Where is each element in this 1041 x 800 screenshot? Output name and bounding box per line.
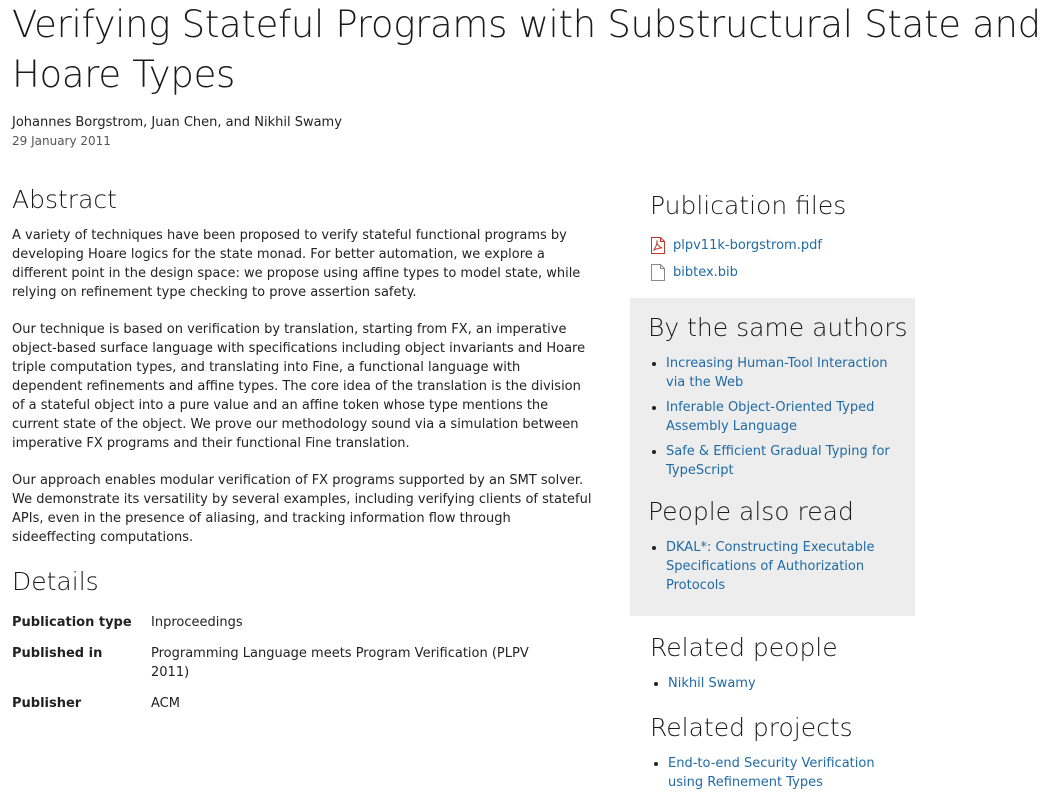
related-projects-list: [650, 754, 890, 792]
publication-date: 29 January 2011: [12, 134, 111, 148]
list-item: [668, 674, 910, 693]
details-value: ACM: [151, 696, 180, 711]
abstract-heading: Abstract: [12, 185, 117, 214]
same-authors-link-2[interactable]: Inferable Object-Oriented Typed Assembly Language: [666, 400, 875, 434]
related-project-link[interactable]: End-to-end Security Verification using Refinement Types: [668, 756, 875, 790]
details-value: Inproceedings: [151, 615, 243, 630]
document-file-icon: [650, 264, 666, 281]
abstract-paragraph-3: Our approach enables modular verification of FX programs supported by an SMT solver. We demonstrate its versatility by several examples, including verifying clients of stateful APIs, even in the presence of aliasing, and tracking information flow through sideeffecting computations.: [12, 473, 592, 545]
related-projects-heading: Related projects: [650, 713, 853, 742]
abstract-paragraph-1: A variety of techniques have been proposed to verify stateful functional programs by developing Hoare logics for the state monad. For better automation, we explore a different point in the design space: we propose using affine types to model state, while relying on refinement type checking to prove assertion safety.: [12, 228, 581, 300]
same-authors-link-3[interactable]: Safe & Efficient Gradual Typing for TypeScript: [666, 444, 890, 478]
details-row-published-in: [12, 644, 572, 682]
also-read-list: [648, 538, 908, 595]
list-item: [666, 442, 908, 480]
same-authors-heading: By the same authors: [648, 313, 908, 342]
title-line-1: Verifying Stateful Programs with Substructural State and: [12, 3, 1041, 46]
details-row-type: [12, 613, 572, 632]
details-key: Publication type: [12, 615, 132, 630]
same-authors-list: [648, 354, 908, 480]
abstract-paragraph-2: Our technique is based on verification by translation, starting from FX, an imperative object-based surface language with specifications including object invariants and Hoare triple computation types, and translating into Fine, a functional language with dependent refinements and affine types. The core idea of the translation is the division of a stateful object into a pure value and an affine token whose type mentions the current state of the object. We prove our methodology sound via a simulation between imperative FX programs and their functional Fine translation.: [12, 322, 586, 451]
details-key: Publisher: [12, 696, 82, 711]
pdf-file-link[interactable]: [650, 236, 915, 255]
authors: Johannes Borgstrom, Juan Chen, and Nikhil Swamy: [12, 115, 342, 130]
list-item: [666, 354, 908, 392]
list-item: [666, 538, 908, 595]
details-value: Programming Language meets Program Verification (PLPV 2011): [151, 646, 529, 680]
related-people-list: [650, 674, 910, 693]
related-sidebar-box: [630, 298, 915, 616]
title-line-2: Hoare Types: [12, 53, 236, 96]
related-projects-section: [650, 712, 890, 798]
list-item: [666, 398, 908, 436]
pdf-file-label: plpv11k-borgstrom.pdf: [673, 238, 822, 253]
details-heading: Details: [12, 567, 99, 596]
also-read-link-1[interactable]: DKAL*: Constructing Executable Specifications of Authorization Protocols: [666, 540, 875, 593]
also-read-heading: People also read: [648, 497, 854, 526]
related-people-heading: Related people: [650, 633, 838, 662]
details-row-publisher: [12, 694, 572, 713]
list-item: [668, 754, 890, 792]
same-authors-link-1[interactable]: Increasing Human-Tool Interaction via the Web: [666, 356, 888, 390]
page-title: [12, 0, 1041, 100]
details-table: [12, 613, 572, 725]
bib-file-link[interactable]: [650, 263, 915, 282]
publication-files: [650, 190, 915, 290]
related-sidebar-inner: [648, 312, 908, 601]
pdf-file-icon: [650, 237, 666, 254]
related-people-section: [650, 632, 910, 699]
details-key: Published in: [12, 646, 103, 661]
bib-file-label: bibtex.bib: [673, 265, 738, 280]
files-heading: Publication files: [650, 191, 847, 220]
related-person-link[interactable]: Nikhil Swamy: [668, 676, 756, 691]
abstract-body: [12, 226, 592, 565]
